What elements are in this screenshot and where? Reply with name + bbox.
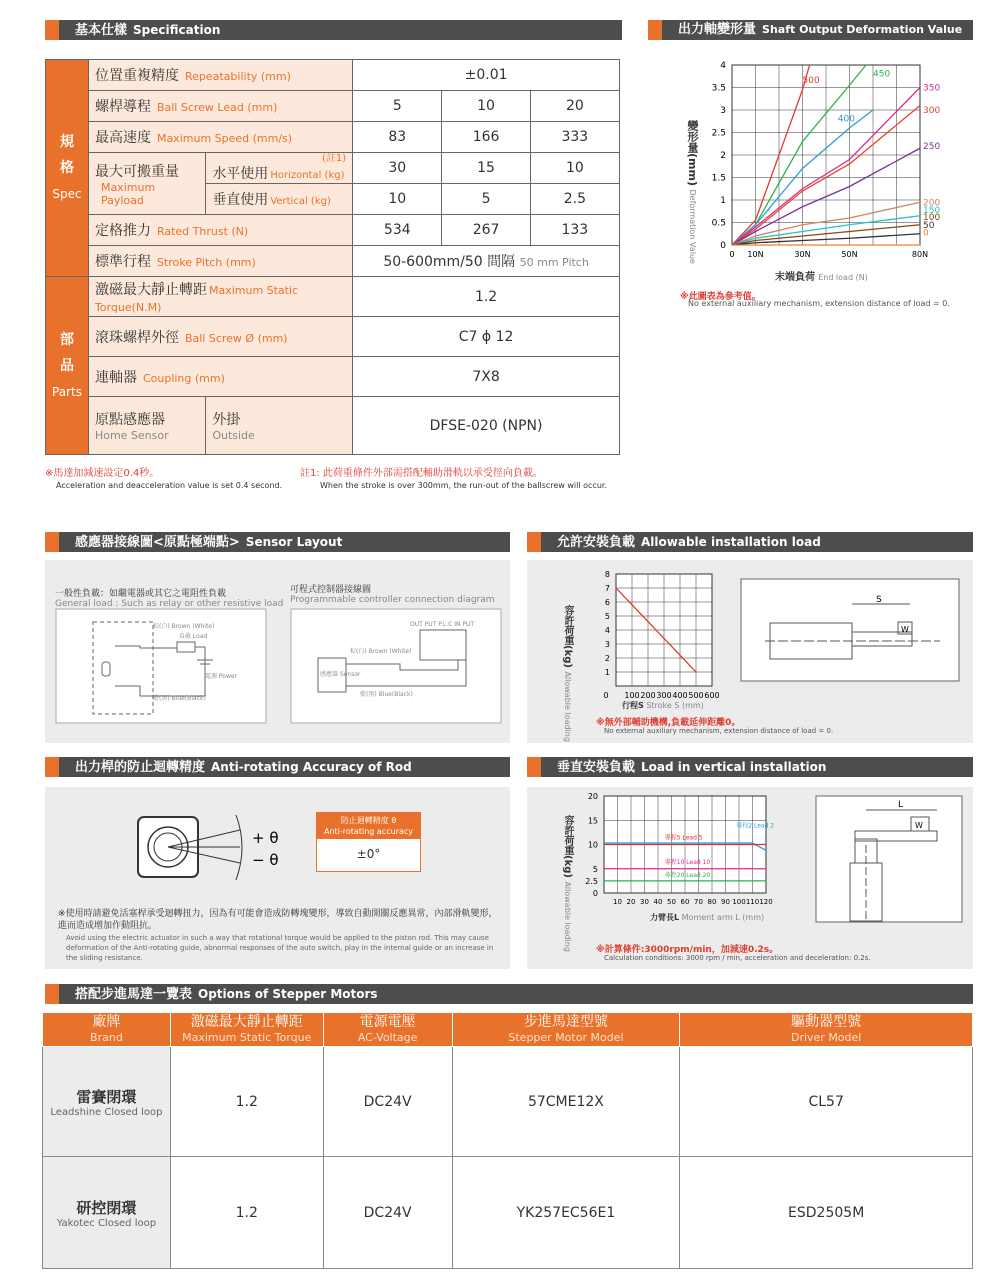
x-tick-label: 110 [745,898,760,906]
col-header-driver-model: 驅動器型號 Driver Model [680,1013,973,1047]
spec-value: 534 [353,215,442,246]
vert-note: ※計算條件:3000rpm/min，加減速0.2s。 [596,945,779,955]
spec-category: 規格 Spec [46,60,89,277]
spec-value: 166 [442,122,530,153]
anti-header: 出力桿的防止迴轉精度 Anti-rotating Accuracy of Rod [45,757,510,777]
deform-note: No external auxiliary mechanism, extension distance of load = 0. [688,299,950,308]
x-tick-label: 30 [640,898,649,906]
spec-row-label: 連軸器 Coupling (mm) [88,357,352,397]
x-tick-label: 50N [841,250,858,259]
sensor-left-title: 一般性負載：如繼電器或其它之電阻性負載 General load : Such as relay or other resistive load [55,589,284,609]
x-tick-label: 0 [729,250,735,259]
y-tick-label: 3.5 [711,83,726,94]
spec-value: 5 [353,91,442,122]
spec-row-label: 最高速度 Maximum Speed (mm/s) [88,122,352,153]
spec-row-label: 定格推力 Rated Thrust (N) [88,215,352,246]
y-tick-label: 10 [587,840,598,850]
vert-ylabel: 容許荷重(kg) Allowable loading [562,815,573,952]
w-label: W [915,821,923,830]
col-header-brand: 廠牌 Brand [43,1013,171,1047]
x-tick-label: 120 [759,898,773,906]
y-tick-label: 15 [587,816,598,826]
x-tick-label: 200 [640,691,656,700]
driver-model-cell: CL57 [680,1047,973,1157]
series-label: 350 [923,83,941,94]
spec-value: 10 [442,91,530,122]
spec-value: DFSE-020 (NPN) [353,397,620,455]
blue-label: 藍(黑) Blue(Black) [360,691,413,698]
spec-row-label: (註1) 水平使用 Horizontal (kg) [206,153,353,184]
x-tick-label: 40 [653,898,663,906]
spec-value: 15 [442,153,530,184]
sensor-right-title: 可程式控制器接線圖 Programmable controller connection diagram [290,585,495,605]
spec-value: 50-600mm/50 間隔 50 mm Pitch [353,246,620,277]
sensor-label: 感應器 Sensor [320,671,361,678]
allow-note: No external auxiliary mechanism, extension distance of load = 0. [604,727,834,735]
y-tick-label: 6 [604,598,610,607]
vertical-install-diagram [815,795,963,923]
spec-header: 基本仕樣 Specification [45,20,622,40]
l-label: L [898,800,904,810]
spec-value: 1.2 [353,277,620,317]
footnote: ※馬達加減速設定0.4秒。 [45,468,160,479]
y-tick-label: 3 [604,640,610,649]
spec-row-label: 滾珠螺桿外徑 Ball Screw Ø (mm) [88,317,352,357]
motor-table [42,1012,973,1269]
series-label: 150 [923,205,941,216]
allow-chart [590,566,720,701]
y-tick-label: 2 [720,151,726,161]
series-label: 導程2 Lead 2 [736,822,775,830]
x-tick-label: 50 [667,898,676,906]
deform-note: ※此圖表為參考值。 [680,292,761,302]
vert-xlabel: 力臂長L Moment arm L (mm) [650,913,765,922]
x-tick-label: 80N [911,250,929,259]
spec-value: 20 [530,91,619,122]
y-tick-label: 0 [720,241,726,251]
y-tick-label: 2 [604,654,610,663]
motor-header: 搭配步進馬達一覽表 Options of Stepper Motors [45,984,973,1004]
allow-header: 允許安裝負載 Allowable installation load [527,532,973,552]
spec-row-label: 外掛 Outside [206,397,353,455]
y-tick-label: 7 [604,584,610,593]
anti-note-en: Avoid using the electric actuator in such a way that rotational torque would be applied to the piston rod. This may cause deformation of the Anti-rotating guide, abnormal responses of the auto switch, play in the internal guide or an increase in the sliding resistance. [66,934,494,962]
parts-category: 部品 Parts [46,277,89,455]
deform-ylabel: 變形量(mm) Deformation Value [686,120,699,264]
series-label: 250 [923,142,941,152]
spec-row-label: 位置重複精度 Repeatability (mm) [88,60,352,91]
y-tick-label: 8 [604,570,610,579]
voltage-cell: DC24V [323,1047,452,1157]
x-tick-label: 300 [656,691,672,700]
table-row [43,1047,973,1157]
spec-value: 83 [353,122,442,153]
s-label: S [876,595,882,605]
footnote: Acceleration and deacceleration value is set 0.4 second. [56,481,283,490]
blue-label: 藍(黑) Blue(Black) [153,695,206,702]
x-tick-label: 10 [613,898,622,906]
motor-model-cell: 57CME12X [452,1047,680,1157]
series-label: 500 [802,76,820,86]
series-label: 導程20 Lead 20 [664,871,711,879]
vert-header: 垂直安裝負載 Load in vertical installation [527,757,973,777]
brown-label: 棕(白) Brown (White) [153,623,215,630]
brand-cell: 雷賽閉環 Leadshine Closed loop [43,1047,171,1157]
series-label: 400 [837,114,855,125]
y-tick-label: 0 [592,889,598,898]
y-tick-label: 1 [604,668,610,677]
allow-ylabel: 容許荷重(kg) Allowable loading [562,605,573,742]
spec-value: 2.5 [530,184,619,215]
payload-label: 最大可搬重量 Maximum Payload [88,153,205,215]
col-header-torque: 激磁最大靜止轉距 Maximum Static Torque [170,1013,323,1047]
x-tick-label: 90 [721,898,730,906]
x-tick-label: 80 [707,898,717,906]
driver-model-cell: ESD2505M [680,1157,973,1269]
y-tick-label: 0.5 [711,218,726,229]
plus-theta: + θ [252,829,279,847]
y-tick-label: 5 [604,612,610,621]
series-label: 300 [923,106,941,116]
deform-header: 出力軸變形量 Shaft Output Deformation Value [648,20,973,40]
plc-wiring-diagram [290,608,502,724]
series-label: 0 [923,228,929,239]
y-tick-label: 3 [720,106,726,116]
sensor-header: 感應器接線圖<原點極端點> Sensor Layout [45,532,510,552]
series-label: 導程10 Lead 10 [664,858,711,866]
brown-label: 棕(白) Brown (White) [350,648,412,655]
anti-value: ±0° [356,847,381,861]
brand-cell: 研控閉環 Yakotec Closed loop [43,1157,171,1269]
spec-value: 10 [353,184,442,215]
x-tick-label: 20 [626,898,636,906]
anti-box [316,812,421,872]
y-tick-label: 4 [604,626,610,635]
series-label: 50 [923,220,935,231]
series-label: 450 [873,69,891,80]
power-label: 電源 Power [205,673,238,680]
spec-value: ±0.01 [353,60,620,91]
spec-value: 30 [353,153,442,184]
motor-model-cell: YK257EC56E1 [452,1157,680,1269]
x-tick-label: 600 [704,691,720,700]
y-tick-label: 20 [587,792,598,801]
spec-value: 10 [530,153,619,184]
spec-value: 5 [442,184,530,215]
footnote: 註1: 此荷重條件外部需搭配輔助滑軌以承受徑向負載。 [300,468,543,479]
spec-value: 267 [442,215,530,246]
deform-chart [700,55,990,285]
series-label: 導程5 Lead 5 [664,834,703,842]
x-tick-label: 500 [688,691,704,700]
spec-value: 133 [530,215,619,246]
x-tick-label: 30N [794,250,811,259]
vert-chart [578,788,778,913]
vert-note: Calculation conditions: 3000 rpm / min, acceleration and deceleration: 0.2s. [604,954,871,962]
spec-row-label: 激磁最大靜止轉距 Maximum Static Torque(N.M) [88,277,352,317]
anti-rotation-diagram [130,805,290,895]
anti-note-zh: ※使用時請避免活塞桿承受迴轉扭力，因為有可能會造成防轉塊變形，導致自動開關反應異常，內部滑軌變形，進而造成增加作動阻抗。 [58,909,498,931]
spec-value: 333 [530,122,619,153]
y-tick-label: 4 [720,61,726,71]
y-tick-label: 1.5 [711,173,726,184]
x-tick-label: 400 [672,691,688,700]
anti-box-title: 防止迴轉精度 θ Anti-rotating accuracy [317,813,420,839]
y-tick-label: 5 [592,864,598,874]
general-load-wiring-diagram [55,608,267,724]
deform-xlabel: 末端負荷 End load (N) [775,272,868,283]
col-header-motor-model: 步進馬達型號 Stepper Motor Model [452,1013,680,1047]
x-tick-label: 60 [680,898,690,906]
torque-cell: 1.2 [170,1157,323,1269]
y-tick-label: 2.5 [711,128,726,139]
spec-table [45,59,620,455]
spec-value: C7 ϕ 12 [353,317,620,357]
spec-row-label: 垂直使用 Vertical (kg) [206,184,353,215]
x-tick-label: 100 [732,898,746,906]
x-tick-label: 10N [747,250,764,259]
plc-label: OUT PUT P.L.C IN PUT [410,621,475,628]
y-tick-label: 1 [720,196,726,206]
w-label: W [901,625,909,634]
minus-theta: − θ [252,851,279,869]
load-label: 負載 Load [179,633,208,640]
x-tick-label: 70 [694,898,703,906]
allow-xlabel: 行程S Stroke S (mm) [622,701,704,710]
footnote: When the stroke is over 300mm, the run-out of the ballscrew will occur. [320,481,608,490]
spec-value: 7X8 [353,357,620,397]
torque-cell: 1.2 [170,1047,323,1157]
col-header-voltage: 電源電壓 AC-Voltage [323,1013,452,1047]
series-label: 100 [923,213,941,224]
x-tick-label: 100 [624,691,640,700]
y-tick-label: 2.5 [585,876,598,886]
x-tick-label: 0 [603,691,609,700]
spec-row-label: 標準行程 Stroke Pitch (mm) [88,246,352,277]
horizontal-install-diagram [740,578,960,682]
table-row [43,1157,973,1269]
spec-row-label: 螺桿導程 Ball Screw Lead (mm) [88,91,352,122]
spec-row-label: 原點感應器 Home Sensor [88,397,205,455]
voltage-cell: DC24V [323,1157,452,1269]
series-label: 200 [923,198,941,209]
allow-note: ※無外部輔助機構,負載延伸距離0。 [596,718,741,728]
